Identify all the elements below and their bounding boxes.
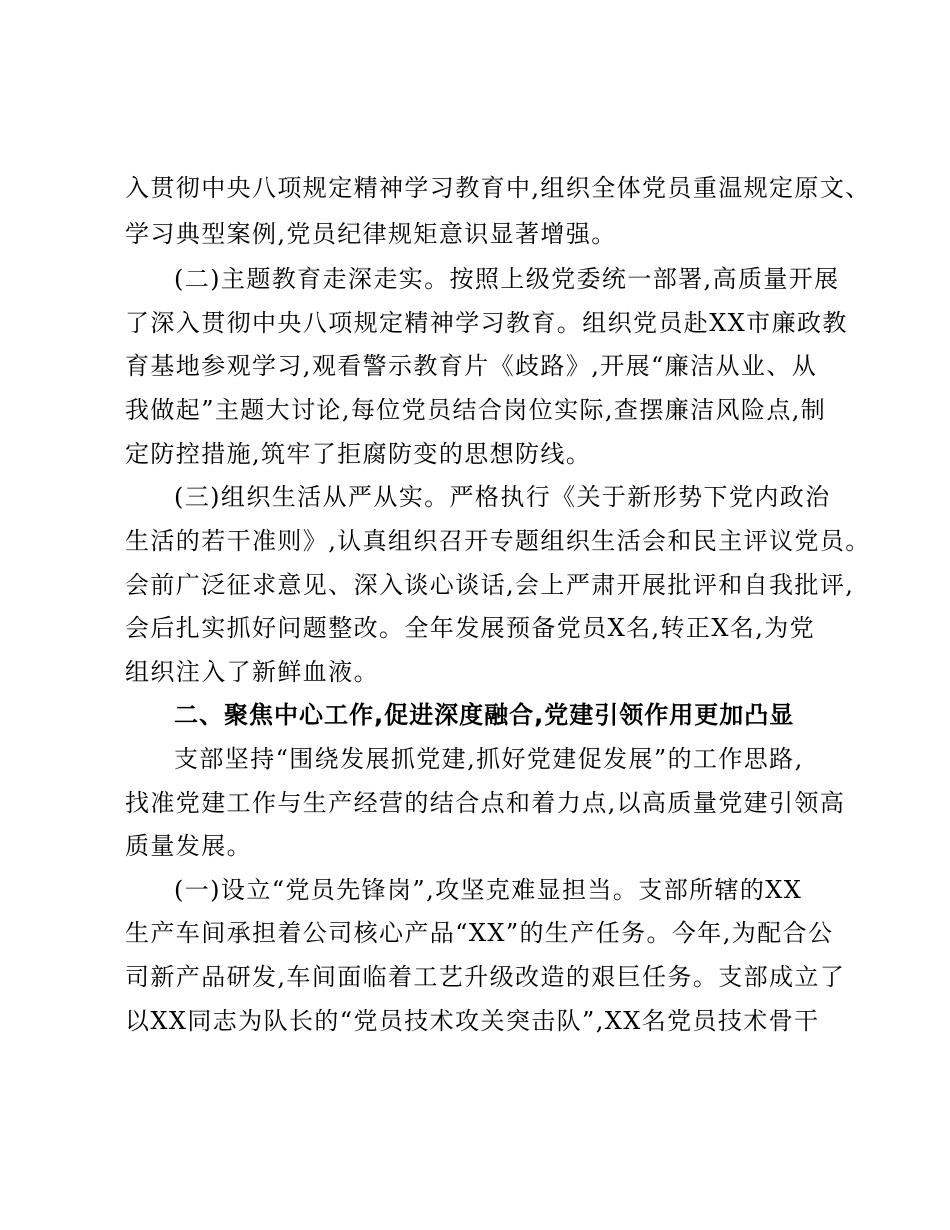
body-text-line: 生产车间承担着公司核心产品“XX”的生产任务。今年,为配合公 [125,919,834,947]
body-text-line: 入贯彻中央八项规定精神学习教育中,组织全体党员重温规定原文、 [125,174,871,202]
body-text-line: 定防控措施,筑牢了拒腐防变的思想防线。 [125,440,592,468]
body-text-line: 以XX同志为队长的“党员技术攻关突击队”,XX名党员技术骨干 [125,1007,820,1035]
body-text-line: 司新产品研发,车间面临着工艺升级改造的艰巨任务。支部成立了 [125,963,846,991]
body-text-line: 质量发展。 [125,832,252,860]
section-heading: 二、聚焦中心工作,促进深度融合,党建引领作用更加凸显 [174,701,795,729]
body-text-line: 我做起”主题大讨论,每位党员结合岗位实际,查摆廉洁风险点,制 [125,396,827,424]
body-text-line: 找准党建工作与生产经营的结合点和着力点,以高质量党建引领高 [125,789,846,817]
body-text-line: (三)组织生活从严从实。严格执行《关于新形势下党内政治 [174,483,831,511]
body-text-line: 学习典型案例,党员纪律规矩意识显著增强。 [125,220,617,248]
body-text-line: 组织注入了新鲜血液。 [125,658,379,686]
body-text-line: (一)设立“党员先锋岗”,攻坚克难显担当。支部所辖的XX [174,876,803,904]
body-text-line: 支部坚持“围绕发展抓党建,抓好党建促发展”的工作思路, [174,745,804,773]
body-text-line: 了深入贯彻中央八项规定精神学习教育。组织党员赴XX市廉政教 [125,309,848,337]
body-text-line: 生活的若干准则》,认真组织召开专题组织生活会和民主评议党员。 [125,527,871,555]
body-text-line: 育基地参观学习,观看警示教育片《歧路》,开展“廉洁从业、从 [125,352,818,380]
body-text-line: (二)主题教育走深走实。按照上级党委统一部署,高质量开展 [174,265,840,293]
body-text-line: 会后扎实抓好问题整改。全年发展预备党员X名,转正X名,为党 [125,614,816,642]
body-text-line: 会前广泛征求意见、深入谈心谈话,会上严肃开展批评和自我批评, [125,571,855,599]
